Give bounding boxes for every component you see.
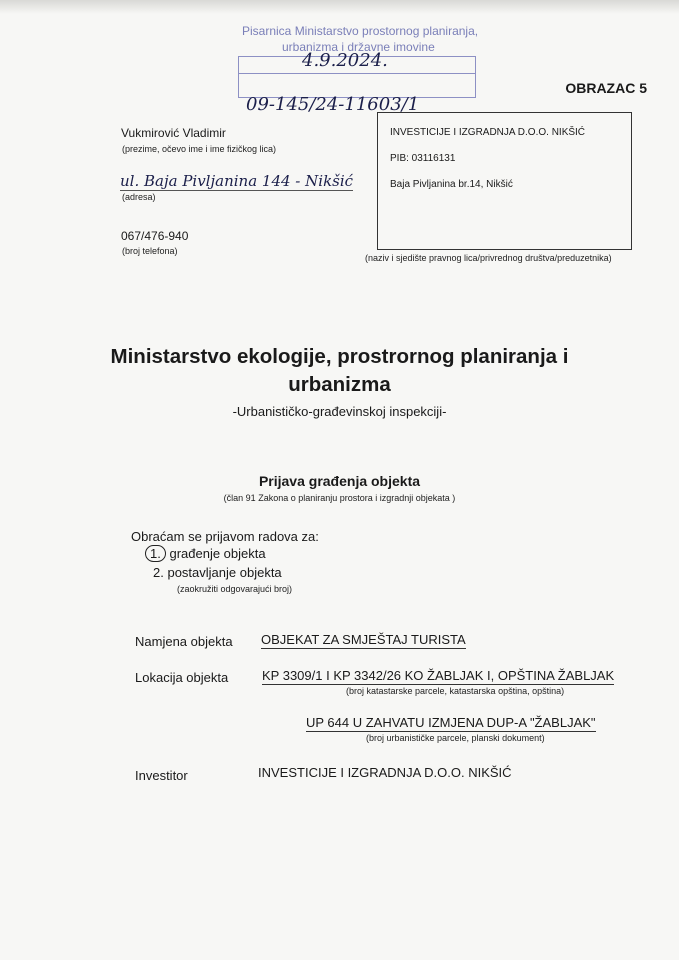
company-box bbox=[377, 112, 632, 250]
purpose-label: Namjena objekta bbox=[135, 634, 233, 649]
option-2 bbox=[153, 565, 282, 580]
option-2-number: 2. bbox=[153, 565, 164, 580]
stamp-date: 4.9.2024. bbox=[302, 50, 388, 71]
option-2-text: postavljanje objekta bbox=[167, 565, 282, 580]
option-1-number: 1. bbox=[145, 545, 166, 562]
stamp-number: 09-145/24-11603/1 bbox=[246, 94, 420, 115]
form-title: Prijava građenja objekta bbox=[258, 473, 421, 489]
applicant-address: ul. Baja Pivljanina 144 - Nikšić bbox=[120, 172, 354, 190]
inspection-subtitle: -Urbanističko-građevinskoj inspekciji- bbox=[232, 404, 447, 419]
applicant-name: Vukmirović Vladimir bbox=[121, 126, 226, 140]
company-pib: PIB: 03116131 bbox=[390, 153, 456, 164]
ministry-title-line1: Ministarstvo ekologije, prostrornog planiranja i bbox=[110, 345, 569, 368]
applicant-phone-caption: (broj telefona) bbox=[122, 246, 178, 256]
option-1-text: građenje objekta bbox=[169, 546, 266, 561]
stamp-office-line: Pisarnica Ministarstvo prostornog planiranja, bbox=[242, 24, 479, 38]
options-hint: (zaokružiti odgovarajući broj) bbox=[177, 584, 293, 594]
investor-label: Investitor bbox=[135, 768, 188, 783]
legal-reference: (član 91 Zakona o planiranju prostora i izgradnji objekata ) bbox=[223, 493, 456, 503]
urban-parcel-caption: (broj urbanističke parcele, planski dokument) bbox=[366, 733, 545, 743]
ministry-title-line2: urbanizma bbox=[288, 373, 391, 396]
options-intro: Obraćam se prijavom radova za: bbox=[131, 529, 319, 544]
urban-parcel-value: UP 644 U ZAHVATU IZMJENA DUP-A "ŽABLJAK" bbox=[306, 715, 596, 730]
location-value: KP 3309/1 I KP 3342/26 KO ŽABLJAK I, OPŠTINA ŽABLJAK bbox=[262, 668, 615, 683]
page-fold-shadow bbox=[0, 0, 679, 14]
company-address: Baja Pivljanina br.14, Nikšić bbox=[390, 179, 513, 190]
location-label: Lokacija objekta bbox=[135, 670, 229, 685]
company-name: INVESTICIJE I IZGRADNJA D.O.O. NIKŠIĆ bbox=[390, 127, 586, 138]
location-caption: (broj katastarske parcele, katastarska opština, opština) bbox=[346, 686, 565, 696]
stamp-ministry-line: urbanizma i državne imovine bbox=[282, 40, 435, 54]
applicant-address-caption: (adresa) bbox=[122, 192, 156, 202]
form-label: OBRAZAC 5 bbox=[565, 80, 647, 96]
investor-value: INVESTICIJE I IZGRADNJA D.O.O. NIKŠIĆ bbox=[258, 765, 512, 780]
purpose-value: OBJEKAT ZA SMJEŠTAJ TURISTA bbox=[261, 632, 466, 647]
option-1 bbox=[145, 546, 266, 561]
company-caption: (naziv i sjedište pravnog lica/privrednog društva/preduzetnika) bbox=[365, 253, 612, 263]
applicant-phone: 067/476-940 bbox=[121, 229, 189, 243]
applicant-name-caption: (prezime, očevo ime i ime fizičkog lica) bbox=[122, 144, 277, 154]
